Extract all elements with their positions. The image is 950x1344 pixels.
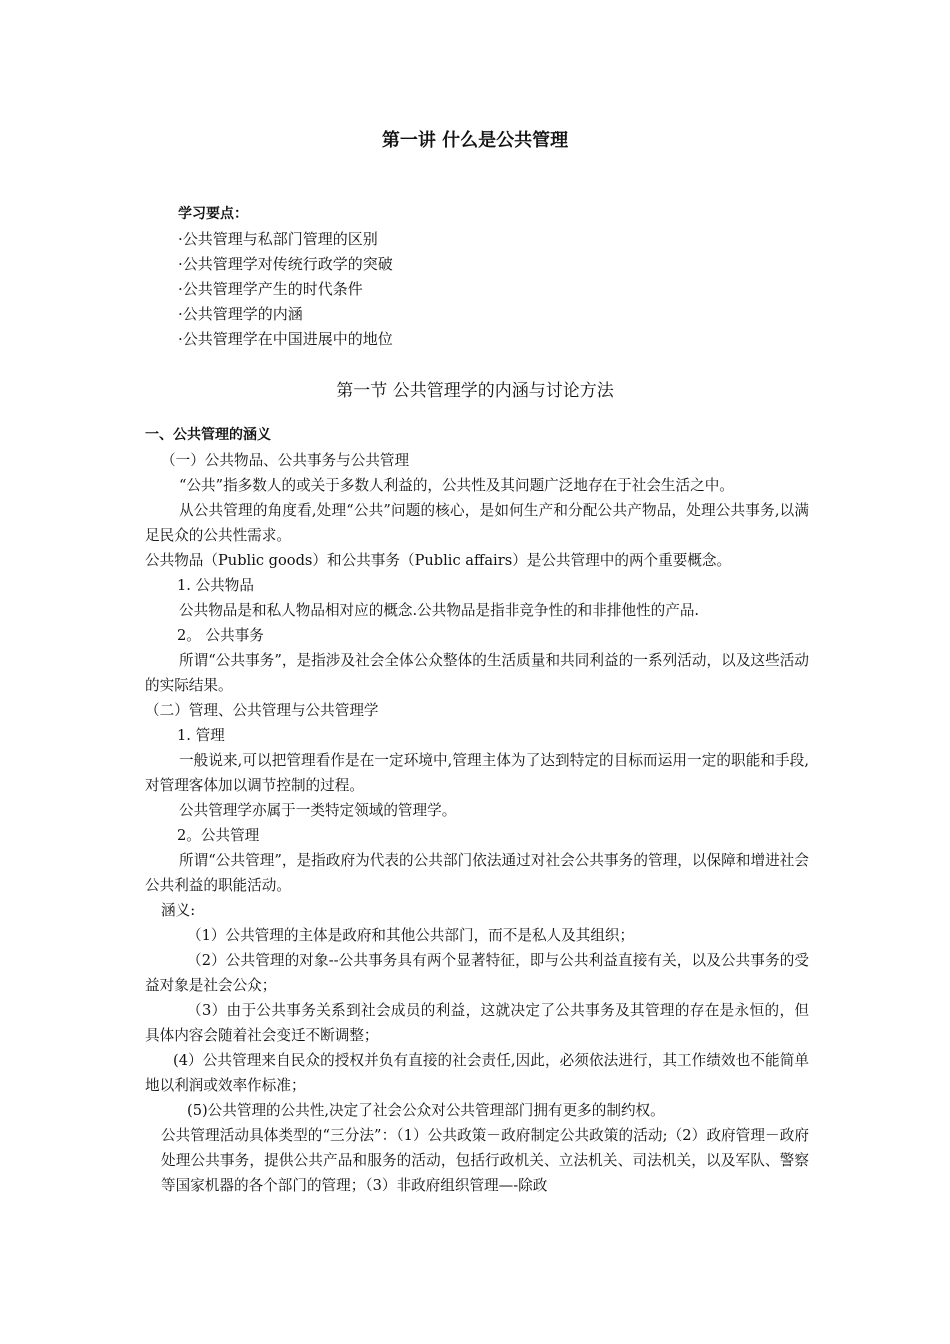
paragraph: 从公共管理的角度看,处理“公共”问题的核心，是如何生产和分配公共产物品，处理公共事务,以满足民众的公共性需求。 — [145, 502, 809, 544]
subheading: （二）管理、公共管理与公共管理学 — [145, 702, 379, 719]
numbered-heading: 2。 公共事务 — [177, 627, 264, 644]
list-item: （2）公共管理的对象--公共事务具有两个显著特征，即与公共利益直接有关，以及公共事务的受益对象是社会公众； — [145, 952, 809, 994]
paragraph: 一般说来,可以把管理看作是在一定环境中,管理主体为了达到特定的目标而运用一定的职能和手段,对管理客体加以调节控制的过程。 — [145, 752, 809, 794]
study-point-item: ·公共管理学对传统行政学的突破 — [178, 255, 393, 273]
section-title: 第一节 公共管理学的内涵与讨论方法 — [336, 381, 614, 401]
heading-level-1: 一、公共管理的涵义 — [145, 427, 271, 443]
list-item: (5)公共管理的公共性,决定了社会公众对公共管理部门拥有更多的制约权。 — [187, 1102, 665, 1119]
paragraph: “公共”指多数人的或关于多数人利益的，公共性及其问题广泛地存在于社会生活之中。 — [179, 477, 734, 494]
numbered-heading: 1. 管理 — [177, 727, 225, 744]
paragraph: 所谓“公共管理”，是指政府为代表的公共部门依法通过对社会公共事务的管理，以保障和增进社会公共利益的职能活动。 — [145, 852, 809, 894]
paragraph: 公共管理活动具体类型的“三分法”：（1）公共政策－政府制定公共政策的活动;（2）政府管理－政府处理公共事务，提供公共产品和服务的活动，包括行政机关、立法机关、司法机关，以及军队、警察等国家机器的各个部门的管理；（3）非政府组织管理—-除政 — [161, 1127, 809, 1194]
study-point-item: ·公共管理学产生的时代条件 — [178, 280, 363, 298]
study-points — [178, 202, 393, 352]
numbered-heading: 2。公共管理 — [177, 827, 260, 844]
paragraph: 公共管理学亦属于一类特定领域的管理学。 — [179, 802, 457, 819]
study-point-item: ·公共管理学在中国进展中的地位 — [178, 330, 393, 348]
numbered-heading: 1. 公共物品 — [177, 577, 254, 594]
paragraph: 涵义: — [161, 902, 196, 919]
study-point-item: ·公共管理学的内涵 — [178, 305, 303, 323]
study-points-heading: 学习要点： — [178, 206, 248, 222]
list-item: （1）公共管理的主体是政府和其他公共部门，而不是私人及其组织； — [187, 927, 635, 944]
list-item: (4）公共管理来自民众的授权并负有直接的社会责任,因此，必须依法进行，其工作绩效也不能简单地以利润或效率作标准； — [145, 1052, 809, 1094]
document-body — [145, 423, 809, 1198]
paragraph: 公共物品（Public goods）和公共事务（Public affairs）是公共管理中的两个重要概念。 — [145, 552, 732, 569]
paragraph: 公共物品是和私人物品相对应的概念.公共物品是指非竞争性的和非排他性的产品. — [179, 602, 700, 619]
subheading: （一）公共物品、公共事务与公共管理 — [161, 452, 410, 469]
study-point-item: ·公共管理与私部门管理的区别 — [178, 230, 378, 248]
document-title: 第一讲 什么是公共管理 — [381, 130, 569, 151]
list-item: （3）由于公共事务关系到社会成员的利益，这就决定了公共事务及其管理的存在是永恒的，但具体内容会随着社会变迁不断调整； — [145, 1002, 809, 1044]
paragraph: 所谓“公共事务”，是指涉及社会全体公众整体的生活质量和共同利益的一系列活动，以及这些活动的实际结果。 — [145, 652, 809, 694]
